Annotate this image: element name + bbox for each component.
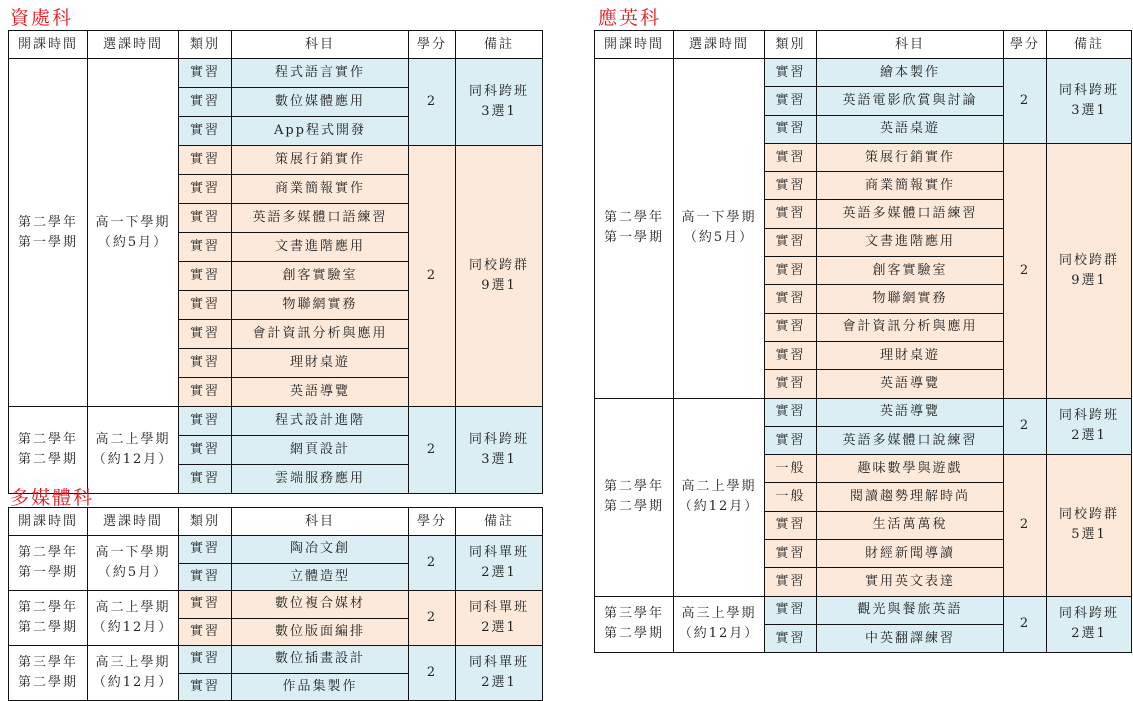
table-row [9, 59, 543, 88]
course-type-cell: 實習 [765, 511, 817, 539]
course-type-cell: 實習 [765, 257, 817, 285]
course-subject-cell: 中英翻譯練習 [817, 624, 1004, 652]
header-open-time: 開課時間 [9, 508, 88, 536]
course-subject-cell: 英語桌遊 [817, 115, 1004, 143]
open-time-cell: 第二學年 第一學期 [595, 59, 674, 399]
course-subject-cell: 財經新聞導讀 [817, 540, 1004, 568]
course-subject-cell: 物聯網實務 [817, 285, 1004, 313]
course-type-cell: 實習 [179, 262, 232, 291]
open-time-cell: 第三學年 第二學期 [595, 596, 674, 653]
course-type-cell: 實習 [179, 117, 232, 146]
credit-cell: 2 [1004, 143, 1047, 398]
header-row [9, 508, 543, 536]
select-time-cell: 高二上學期 （約12月） [88, 407, 179, 494]
select-time-cell: 高二上學期 （約12月） [88, 591, 179, 646]
course-subject-cell: 創客實驗室 [817, 257, 1004, 285]
course-subject-cell: 策展行銷實作 [232, 146, 409, 175]
open-time-cell: 第二學年 第一學期 [9, 59, 88, 407]
header-note: 備註 [456, 31, 543, 59]
course-type-cell: 實習 [765, 596, 817, 624]
course-type-cell: 實習 [765, 143, 817, 171]
course-type-cell: 實習 [765, 172, 817, 200]
header-type: 類別 [179, 508, 232, 536]
course-type-cell: 實習 [179, 673, 232, 701]
header-select-time: 選課時間 [674, 31, 765, 59]
course-type-cell: 實習 [765, 59, 817, 87]
course-type-cell: 一般 [765, 455, 817, 483]
course-subject-cell: 物聯網實務 [232, 291, 409, 320]
section-title-multimedia: 多媒體科 [10, 487, 95, 509]
note-cell: 同校跨群 9選1 [456, 146, 543, 407]
course-subject-cell: 英語導覽 [232, 378, 409, 407]
course-subject-cell: 創客實驗室 [232, 262, 409, 291]
section-title-applied-english: 應英科 [598, 7, 662, 29]
course-subject-cell: 程式語言實作 [232, 59, 409, 88]
course-subject-cell: 趣味數學與遊戲 [817, 455, 1004, 483]
select-time-cell: 高一下學期 （約5月） [88, 536, 179, 591]
header-credit: 學分 [409, 508, 456, 536]
table-row [9, 407, 543, 436]
course-type-cell: 實習 [765, 115, 817, 143]
course-subject-cell: 英語電影欣賞與討論 [817, 87, 1004, 115]
table-row [9, 591, 543, 619]
note-cell: 同科單班 2選1 [456, 591, 543, 646]
note-cell: 同科單班 2選1 [456, 646, 543, 701]
course-subject-cell: 數位版面編排 [232, 618, 409, 646]
course-subject-cell: 繪本製作 [817, 59, 1004, 87]
note-cell: 同科單班 2選1 [456, 536, 543, 591]
note-cell: 同科跨班 3選1 [456, 59, 543, 146]
table-row [595, 596, 1132, 624]
open-time-cell: 第二學年 第二學期 [595, 398, 674, 596]
course-subject-cell: 理財桌遊 [817, 341, 1004, 369]
course-subject-cell: 會計資訊分析與應用 [232, 320, 409, 349]
header-select-time: 選課時間 [88, 508, 179, 536]
course-type-cell: 實習 [765, 370, 817, 398]
header-row [9, 31, 543, 59]
open-time-cell: 第二學年 第一學期 [9, 536, 88, 591]
course-subject-cell: 實用英文表達 [817, 568, 1004, 596]
select-time-cell: 高三上學期 （約12月） [88, 646, 179, 701]
credit-cell: 2 [409, 146, 456, 407]
open-time-cell: 第二學年 第二學期 [9, 591, 88, 646]
course-type-cell: 實習 [179, 436, 232, 465]
course-subject-cell: 生活萬萬稅 [817, 511, 1004, 539]
course-table-applied-english [594, 30, 1132, 653]
note-cell: 同校跨群 9選1 [1047, 143, 1132, 398]
header-subject: 科目 [817, 31, 1004, 59]
credit-cell: 2 [1004, 59, 1047, 144]
course-type-cell: 實習 [179, 378, 232, 407]
course-subject-cell: 商業簡報實作 [817, 172, 1004, 200]
credit-cell: 2 [1004, 455, 1047, 596]
course-subject-cell: 會計資訊分析與應用 [817, 313, 1004, 341]
select-time-cell: 高二上學期 （約12月） [674, 398, 765, 596]
open-time-cell: 第二學年 第二學期 [9, 407, 88, 494]
credit-cell: 2 [409, 407, 456, 494]
course-subject-cell: 英語導覽 [817, 370, 1004, 398]
course-subject-cell: 商業簡報實作 [232, 175, 409, 204]
course-subject-cell: 數位複合媒材 [232, 591, 409, 619]
course-table-info-processing [8, 30, 543, 494]
header-credit: 學分 [409, 31, 456, 59]
course-subject-cell: 文書進階應用 [232, 233, 409, 262]
header-subject: 科目 [232, 508, 409, 536]
note-cell: 同科跨班 2選1 [1047, 398, 1132, 455]
header-select-time: 選課時間 [88, 31, 179, 59]
course-type-cell: 實習 [765, 87, 817, 115]
section-title-info-processing: 資處科 [10, 7, 74, 29]
header-open-time: 開課時間 [9, 31, 88, 59]
credit-cell: 2 [1004, 596, 1047, 653]
credit-cell: 2 [409, 591, 456, 646]
course-subject-cell: 英語導覽 [817, 398, 1004, 426]
course-subject-cell: 立體造型 [232, 563, 409, 591]
course-type-cell: 實習 [179, 146, 232, 175]
course-subject-cell: 作品集製作 [232, 673, 409, 701]
course-subject-cell: App程式開發 [232, 117, 409, 146]
note-cell: 同科跨班 3選1 [1047, 59, 1132, 144]
select-time-cell: 高一下學期 （約5月） [88, 59, 179, 407]
note-cell: 同科跨班 2選1 [1047, 596, 1132, 653]
course-type-cell: 實習 [179, 349, 232, 378]
course-type-cell: 實習 [179, 204, 232, 233]
course-type-cell: 實習 [765, 341, 817, 369]
course-subject-cell: 英語多媒體口說練習 [817, 426, 1004, 454]
header-credit: 學分 [1004, 31, 1047, 59]
course-type-cell: 實習 [179, 320, 232, 349]
course-type-cell: 實習 [765, 200, 817, 228]
header-note: 備註 [456, 508, 543, 536]
course-type-cell: 實習 [765, 285, 817, 313]
course-subject-cell: 觀光與餐旅英語 [817, 596, 1004, 624]
credit-cell: 2 [409, 536, 456, 591]
table-row [9, 646, 543, 674]
course-subject-cell: 理財桌遊 [232, 349, 409, 378]
course-subject-cell: 英語多媒體口語練習 [817, 200, 1004, 228]
header-subject: 科目 [232, 31, 409, 59]
course-type-cell: 實習 [765, 540, 817, 568]
header-row [595, 31, 1132, 59]
course-subject-cell: 數位媒體應用 [232, 88, 409, 117]
course-type-cell: 實習 [179, 291, 232, 320]
course-subject-cell: 策展行銷實作 [817, 143, 1004, 171]
course-subject-cell: 陶冶文創 [232, 536, 409, 564]
course-type-cell: 實習 [179, 465, 232, 494]
course-subject-cell: 英語多媒體口語練習 [232, 204, 409, 233]
course-subject-cell: 數位插畫設計 [232, 646, 409, 674]
credit-cell: 2 [1004, 398, 1047, 455]
header-type: 類別 [765, 31, 817, 59]
note-cell: 同校跨群 5選1 [1047, 455, 1132, 596]
course-type-cell: 實習 [179, 646, 232, 674]
open-time-cell: 第三學年 第二學期 [9, 646, 88, 701]
course-type-cell: 實習 [179, 88, 232, 117]
header-type: 類別 [179, 31, 232, 59]
course-type-cell: 實習 [765, 568, 817, 596]
header-note: 備註 [1047, 31, 1132, 59]
course-table-multimedia [8, 507, 543, 701]
credit-cell: 2 [409, 646, 456, 701]
course-type-cell: 實習 [179, 563, 232, 591]
course-type-cell: 實習 [765, 426, 817, 454]
course-type-cell: 實習 [765, 398, 817, 426]
course-type-cell: 實習 [179, 175, 232, 204]
select-time-cell: 高三上學期 （約12月） [674, 596, 765, 653]
table-row [9, 536, 543, 564]
course-subject-cell: 網頁設計 [232, 436, 409, 465]
course-type-cell: 實習 [179, 536, 232, 564]
course-type-cell: 實習 [179, 618, 232, 646]
course-type-cell: 實習 [765, 313, 817, 341]
note-cell: 同科跨班 3選1 [456, 407, 543, 494]
header-open-time: 開課時間 [595, 31, 674, 59]
course-type-cell: 實習 [179, 591, 232, 619]
table-row [595, 59, 1132, 87]
select-time-cell: 高一下學期 （約5月） [674, 59, 765, 399]
course-subject-cell: 程式設計進階 [232, 407, 409, 436]
course-type-cell: 實習 [179, 59, 232, 88]
course-subject-cell: 文書進階應用 [817, 228, 1004, 256]
course-type-cell: 一般 [765, 483, 817, 511]
course-type-cell: 實習 [765, 624, 817, 652]
course-type-cell: 實習 [179, 407, 232, 436]
course-type-cell: 實習 [765, 228, 817, 256]
table-row [595, 398, 1132, 426]
course-type-cell: 實習 [179, 233, 232, 262]
credit-cell: 2 [409, 59, 456, 146]
course-subject-cell: 閱讀趨勢理解時尚 [817, 483, 1004, 511]
course-subject-cell: 雲端服務應用 [232, 465, 409, 494]
